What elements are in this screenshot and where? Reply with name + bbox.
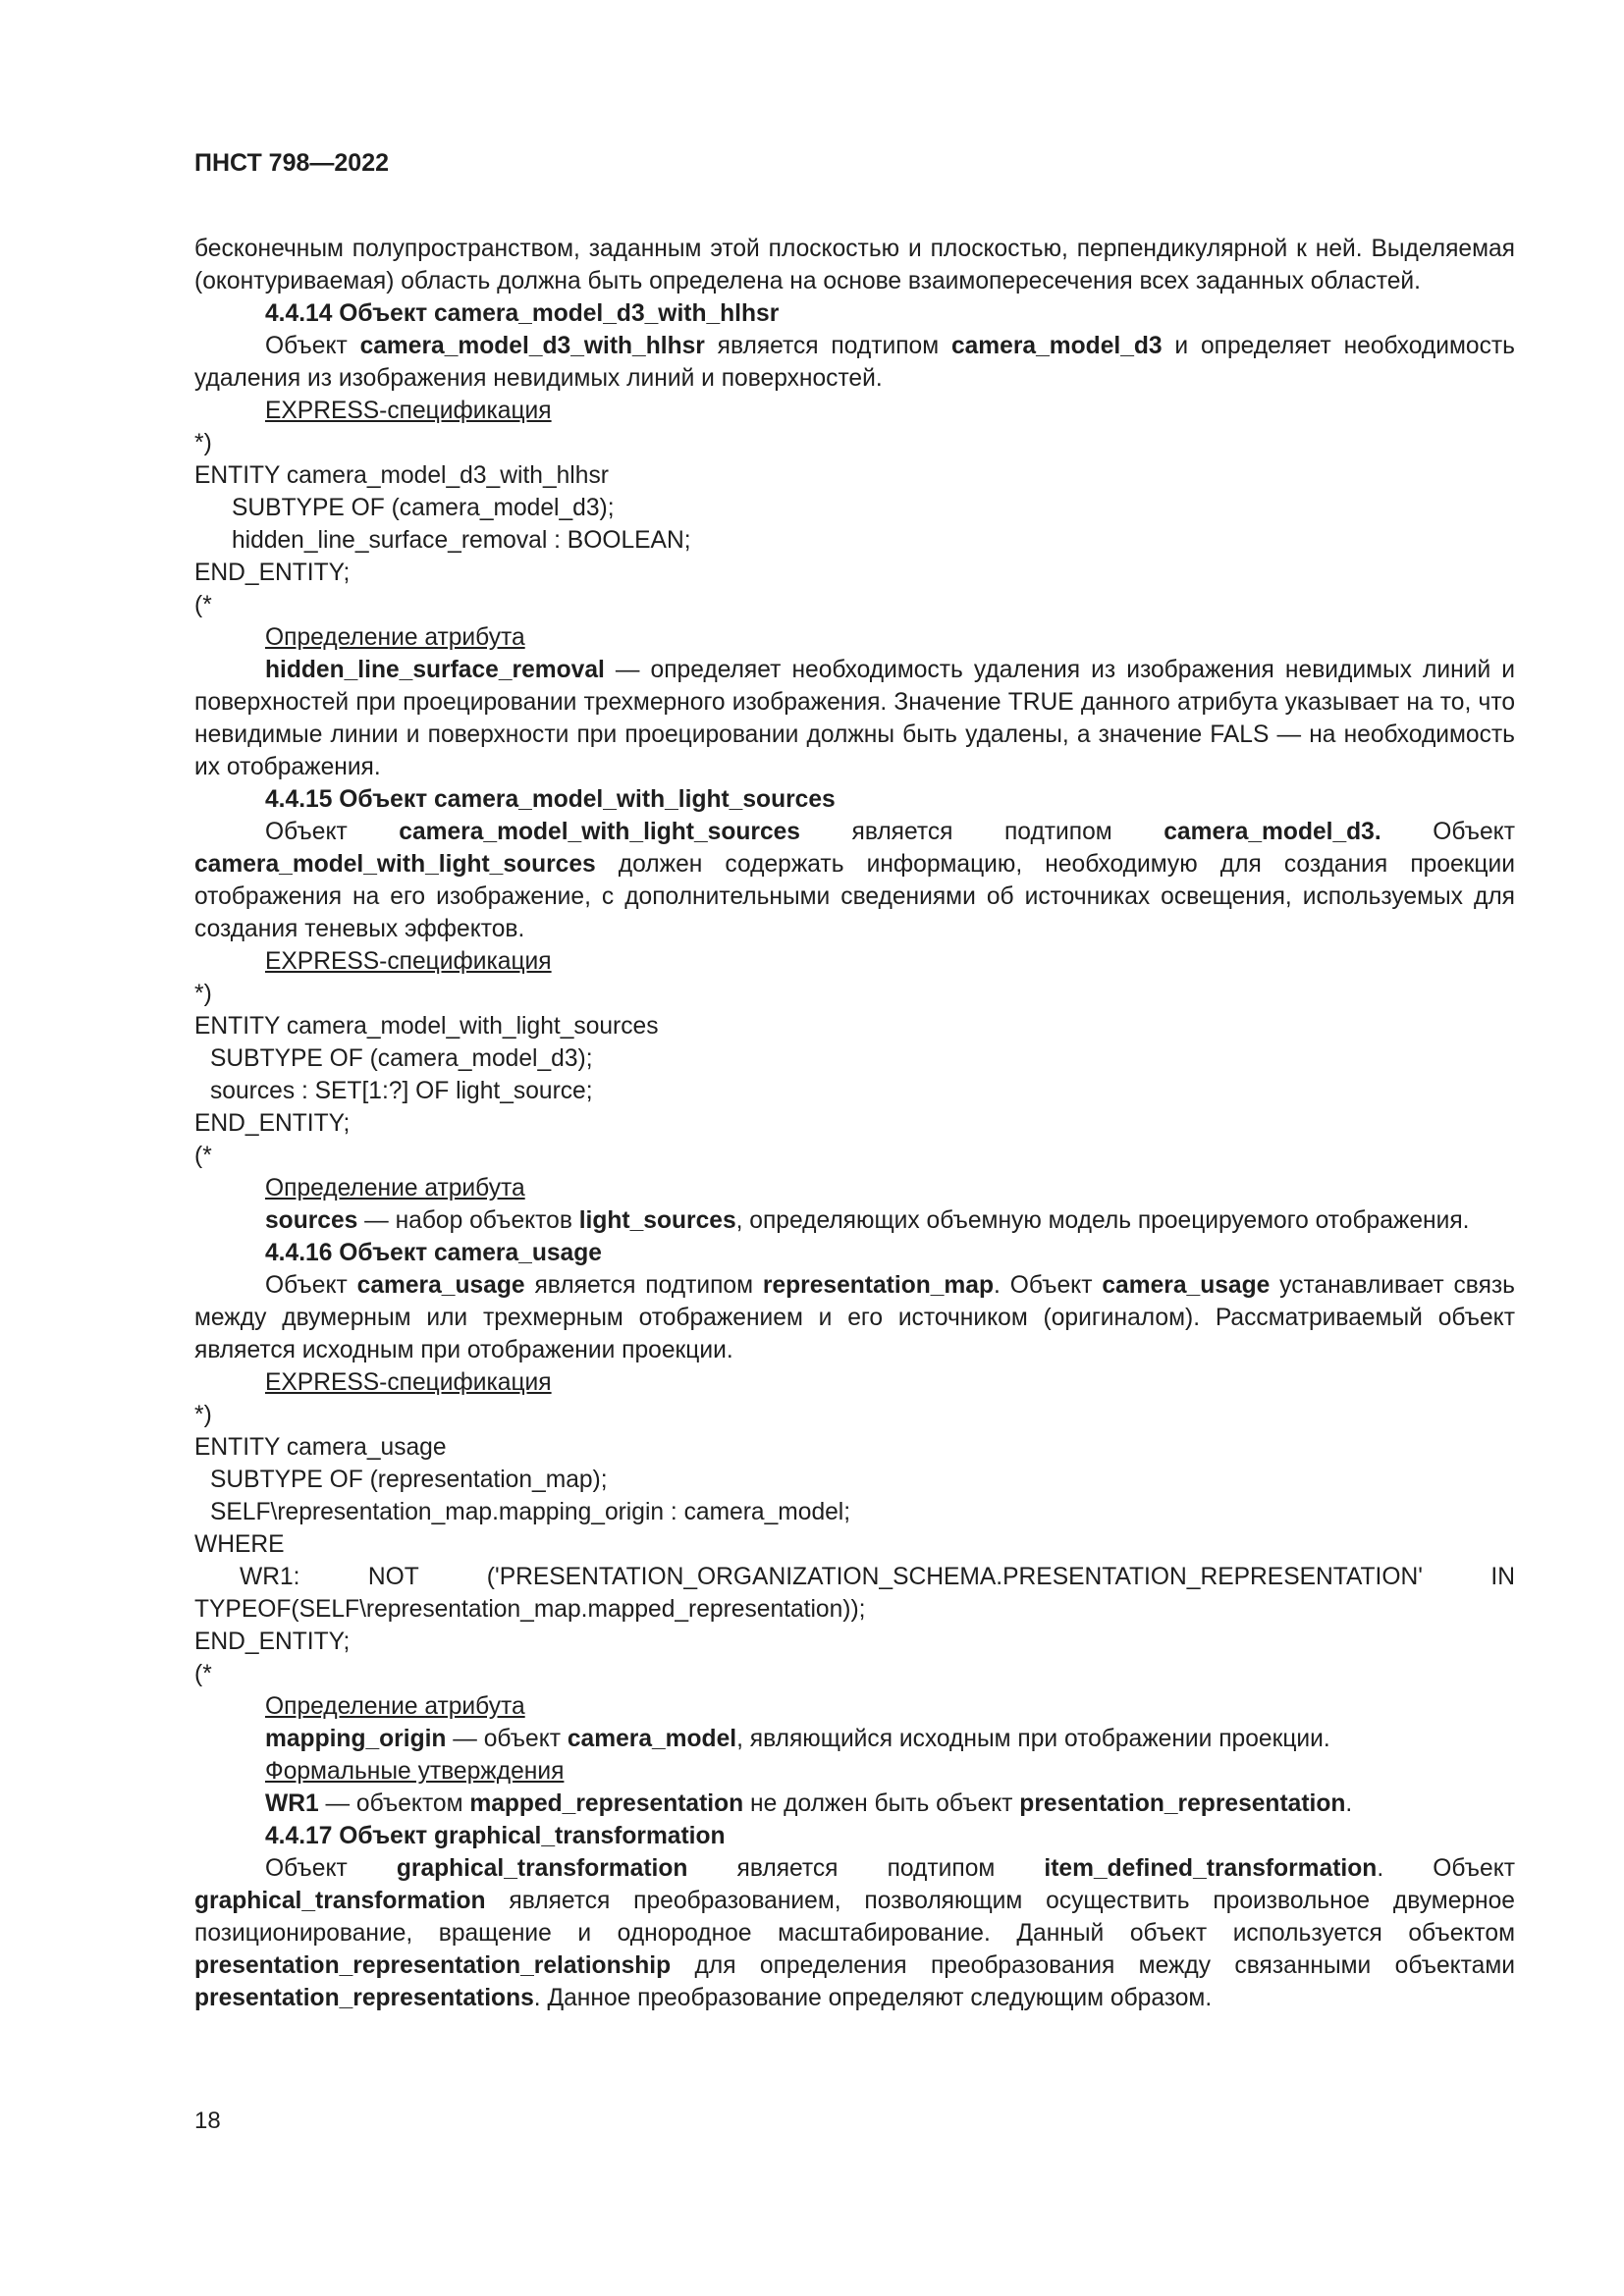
section-heading-4-4-14: 4.4.14 Объект camera_model_d3_with_hlhsr <box>265 300 780 327</box>
code-line: *) <box>194 1402 212 1428</box>
express-spec-label: EXPRESS-спецификация <box>265 398 552 424</box>
code-line: WHERE <box>194 1531 285 1558</box>
code-line: *) <box>194 430 212 456</box>
code-line: ENTITY camera_model_with_light_sources <box>194 1013 659 1040</box>
paragraph-4-4-17: Объект graphical_transformation является подтипом item_defined_transformation. Объект graphical_transformation является преобразованием, позволяющим осуществить произвольное двумерное позиционирование, вращение и однородное масштабирование. Данный объект используется объектом presentation_representation_relationship для определения преобразования между связанными объектами presentation_representations. Данное преобразование определяют следующим образом. <box>194 1855 1515 2011</box>
attribute-definition-text: hidden_line_surface_removal — определяет необходимость удаления из изображения невидимых линий и поверхностей при проецировании трехмерного изображения. Значение TRUE данного атрибута указывает на то, что невидимые линии и поверхности при проецировании должны быть удалены, а значение FALS — на необходимость их отображения. <box>194 657 1515 780</box>
page-number: 18 <box>194 2108 221 2134</box>
paragraph-4-4-15: Объект camera_model_with_light_sources является подтипом camera_model_d3. Объект camera_model_with_light_sources должен содержать информацию, необходимую для создания проекции отображения на его изображение, с дополнительными сведениями об источниках освещения, используемых для создания теневых эффектов. <box>194 819 1515 942</box>
code-line: SUBTYPE OF (camera_model_d3); <box>232 495 615 521</box>
code-line: END_ENTITY; <box>194 1110 351 1137</box>
document-header: ПНСТ 798—2022 <box>194 149 389 177</box>
paragraph-4-4-14: Объект camera_model_d3_with_hlhsr является подтипом camera_model_d3 и определяет необходимость удаления из изображения невидимых линий и поверхностей. <box>194 333 1515 392</box>
code-where-rule: WR1: NOT ('PRESENTATION_ORGANIZATION_SCHEMA.PRESENTATION_REPRESENTATION' IN TYPEOF(SELF\representation_map.mapped_representation)); <box>194 1564 1515 1623</box>
paragraph-intro: бесконечным полупространством, заданным этой плоскостью и плоскостью, перпендикулярной к ней. Выделяемая (оконтуриваемая) область должна быть определена на основе взаимопересечения всех заданных областей. <box>194 236 1515 294</box>
document-body <box>194 233 1515 2014</box>
attribute-definition-text: mapping_origin — объект camera_model, являющийся исходным при отображении проекции. <box>265 1726 1330 1752</box>
code-line: hidden_line_surface_removal : BOOLEAN; <box>232 527 691 554</box>
section-heading-4-4-17: 4.4.17 Объект graphical_transformation <box>265 1823 726 1849</box>
code-line: (* <box>194 1661 212 1687</box>
attribute-definition-label: Определение атрибута <box>265 624 525 651</box>
code-line: SUBTYPE OF (camera_model_d3); <box>210 1045 593 1072</box>
attribute-definition-text: sources — набор объектов light_sources, определяющих объемную модель проецируемого отображения. <box>265 1207 1470 1234</box>
code-line: END_ENTITY; <box>194 560 351 586</box>
code-line: *) <box>194 981 212 1007</box>
express-spec-label: EXPRESS-спецификация <box>265 948 552 975</box>
attribute-definition-label: Определение атрибута <box>265 1693 525 1720</box>
formal-propositions-label: Формальные утверждения <box>265 1758 565 1785</box>
attribute-definition-label: Определение атрибута <box>265 1175 525 1201</box>
code-line: SELF\representation_map.mapping_origin : camera_model; <box>210 1499 851 1525</box>
paragraph-4-4-16: Объект camera_usage является подтипом representation_map. Объект camera_usage устанавливает связь между двумерным или трехмерным отображением и его источником (оригиналом). Рассматриваемый объект является исходным при отображении проекции. <box>194 1272 1515 1363</box>
code-line: (* <box>194 1143 212 1169</box>
code-line: sources : SET[1:?] OF light_source; <box>210 1078 593 1104</box>
code-line: (* <box>194 592 212 618</box>
express-spec-label: EXPRESS-спецификация <box>265 1369 552 1396</box>
formal-proposition-wr1: WR1 — объектом mapped_representation не должен быть объект presentation_representation. <box>265 1790 1353 1817</box>
code-line: SUBTYPE OF (representation_map); <box>210 1467 608 1493</box>
section-heading-4-4-16: 4.4.16 Объект camera_usage <box>265 1240 602 1266</box>
code-line: ENTITY camera_usage <box>194 1434 447 1461</box>
section-heading-4-4-15: 4.4.15 Объект camera_model_with_light_sources <box>265 786 836 813</box>
code-line: ENTITY camera_model_d3_with_hlhsr <box>194 462 609 489</box>
code-line: END_ENTITY; <box>194 1629 351 1655</box>
